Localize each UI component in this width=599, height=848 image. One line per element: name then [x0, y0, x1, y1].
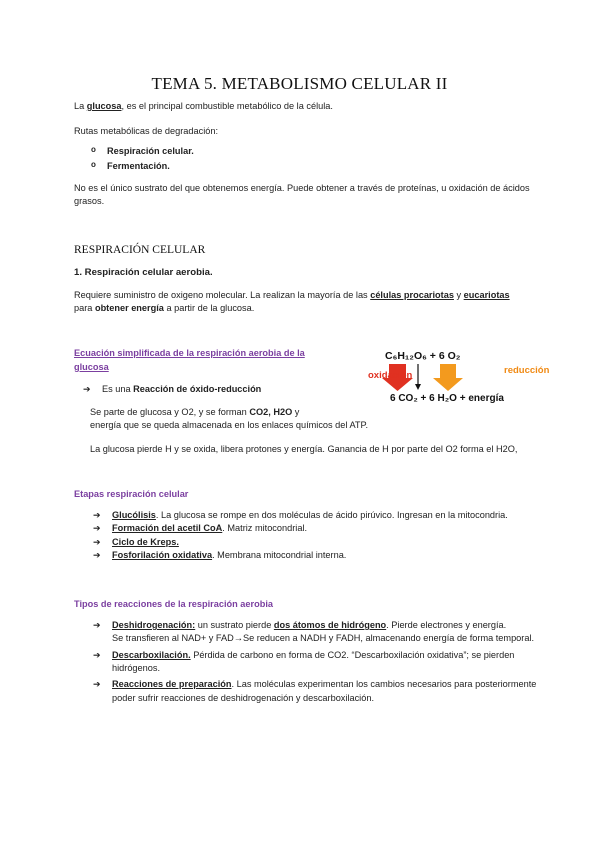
text: Requiere suministro de oxigeno molecular. La realizan la mayoría de las: [74, 290, 371, 300]
page-title: TEMA 5. METABOLISMO CELULAR II: [151, 74, 448, 93]
term: eucariotas: [463, 290, 510, 300]
term: Glucólisis: [112, 510, 156, 520]
glucose-term: glucosa: [86, 101, 122, 111]
equation-line3: La glucosa pierde H y se oxida, libera protones y energía. Ganancia de H por parte del O2 forma el H2O,: [90, 444, 518, 454]
equation-list: [80, 383, 261, 396]
text: y: [453, 290, 464, 300]
list-item: [90, 522, 508, 535]
types-list: [90, 619, 540, 705]
stages-list: [90, 509, 508, 562]
term: dos átomos de hidrógeno: [273, 620, 387, 630]
text: Se transfieren al NAD+ y FAD→Se reducen a NADH y FADH, almacenando energía de forma temporal.: [112, 633, 535, 644]
redox-equation-diagram: [368, 345, 560, 409]
text: y: [292, 407, 300, 417]
types-heading: Tipos de reacciones de la respiración aerobia: [74, 599, 273, 609]
text: Es una: [102, 384, 134, 394]
section-heading: RESPIRACIÓN CELULAR: [74, 244, 206, 256]
term: Reacciones de preparación: [112, 679, 232, 690]
routes-list: [74, 145, 194, 175]
text: a partir de la glucosa.: [163, 303, 255, 314]
term: células procariotas: [370, 290, 454, 300]
list-item: [80, 383, 261, 396]
list-item: [90, 619, 540, 646]
text: . Las moléculas experimentan los cambios necesarios para posteriormente poder sufrir reacciones de deshidrogenación y descarboxilación.: [112, 679, 537, 703]
term: Ciclo de Kreps.: [112, 536, 179, 547]
text: , es el principal combustible metabólico de la célula.: [121, 101, 333, 111]
list-item: [90, 536, 508, 549]
term: Descarboxilación.: [112, 649, 191, 660]
list-item: o Respiración celular.: [74, 145, 194, 160]
text: Pérdida de carbono en forma de CO2. “Descarboxilación oxidativa”; se pierden hidrógenos.: [112, 649, 515, 674]
aerobic-paragraph: [74, 289, 544, 316]
term: obtener energía: [94, 303, 164, 314]
substrate-paragraph: No es el único sustrato del que obtenemos energía. Puede obtener a través de proteínas, u oxidación de ácidos grasos.: [74, 183, 530, 207]
term: Deshidrogenación:: [112, 620, 196, 630]
stages-heading: Etapas respiración celular: [74, 489, 189, 499]
intro-paragraph-glucose: [74, 100, 333, 113]
list-item: [90, 649, 540, 676]
reduction-label: reducción: [504, 365, 550, 376]
equation-heading: Ecuación simplificada de la respiración aerobia de la glucosa: [74, 348, 305, 372]
text: . La glucosa se rompe en dos moléculas de ácido pirúvico. Ingresan en la mitocondria.: [155, 510, 508, 520]
text: para: [74, 303, 95, 314]
equation-line1: [90, 406, 299, 419]
oxidation-label: oxidación: [368, 370, 413, 381]
routes-intro: Rutas metabólicas de degradación:: [74, 126, 219, 136]
reduction-arrow: [433, 364, 463, 391]
text: . Membrana mitocondrial interna.: [212, 550, 347, 561]
text: . Matriz mitocondrial.: [222, 523, 308, 534]
center-arrow-head: [415, 384, 421, 390]
text: . Pierde electrones y energía.: [386, 620, 507, 630]
subsection-heading: 1. Respiración celular aerobia.: [74, 267, 213, 278]
list-item: [90, 509, 508, 522]
text: un sustrato pierde: [195, 620, 274, 630]
term: Formación del acetil CoA: [112, 523, 223, 534]
term: Reacción de óxido-reducción: [133, 384, 262, 394]
term: CO2, H2O: [249, 407, 293, 417]
equation-line2: energía que se queda almacenada en los enlaces químicos del ATP.: [90, 420, 369, 430]
term: Fosforilación oxidativa: [112, 550, 213, 561]
equation-products: 6 CO₂ + 6 H₂O + energía: [390, 393, 504, 404]
list-item: [90, 549, 508, 562]
list-item: o Fermentación.: [74, 160, 194, 175]
equation-reactants: C₆H₁₂O₆ + 6 O₂: [385, 350, 461, 362]
text: La: [74, 101, 87, 111]
list-item: [90, 678, 540, 705]
text: Se parte de glucosa y O2, y se forman: [90, 407, 250, 417]
